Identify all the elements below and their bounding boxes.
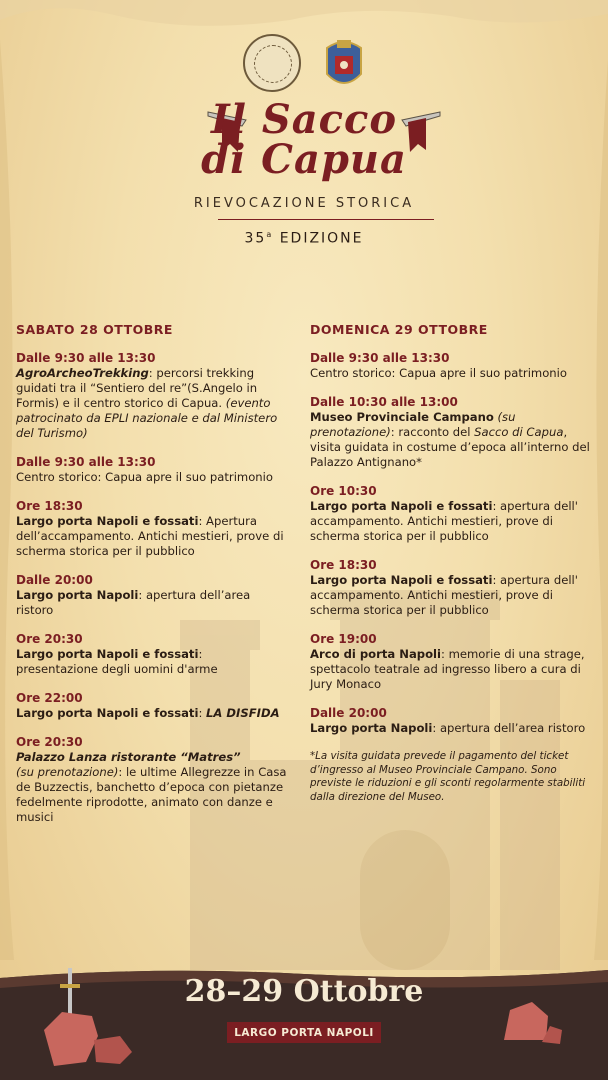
edition-suffix: a <box>266 230 274 239</box>
event-title <box>0 96 608 183</box>
event-time: Dalle 20:00 <box>16 573 93 587</box>
header <box>0 0 608 260</box>
event-note: (su prenotazione) <box>16 765 119 779</box>
saturday-column <box>16 322 288 839</box>
event-item <box>16 499 288 559</box>
subtitle: RIEVOCAZIONE STORICA <box>193 196 415 211</box>
event-text: : apertura dell’area ristoro <box>432 721 586 735</box>
event-time: Ore 18:30 <box>16 499 83 513</box>
event-text: : presentazione degli uomini d'arme <box>16 647 218 676</box>
event-place: Museo Provinciale Campano <box>310 410 494 424</box>
event-item <box>310 632 596 692</box>
event-time: Dalle 9:30 alle 13:30 <box>16 455 156 469</box>
edition <box>0 230 608 247</box>
title-line-2: di Capua <box>201 136 407 183</box>
event-time: Dalle 10:30 alle 13:00 <box>310 395 458 409</box>
event-item <box>16 691 288 721</box>
event-place: Largo porta Napoli <box>310 721 433 735</box>
event-item <box>310 351 596 381</box>
event-place: Largo porta Napoli e fossati <box>16 647 199 661</box>
venue-badge: LARGO PORTA NAPOLI <box>227 1022 381 1043</box>
city-crest-logo <box>323 34 365 94</box>
event-text: , visita guidata in costume d’epoca all’interno del Palazzo Antignano* <box>310 425 590 469</box>
event-item <box>16 351 288 441</box>
event-time: Dalle 9:30 alle 13:30 <box>16 351 156 365</box>
event-note: (evento patrocinato da EPLI nazionale e dal Ministero del Turismo) <box>16 396 278 440</box>
event-time: Dalle 20:00 <box>310 706 387 720</box>
title-line-1: Il Sacco <box>210 96 398 143</box>
association-seal-logo <box>243 34 301 92</box>
event-place: Arco di porta Napoli <box>310 647 441 661</box>
event-note: (su prenotazione) <box>310 410 516 439</box>
event-time: Ore 20:30 <box>16 632 83 646</box>
event-place: Largo porta Napoli <box>16 588 139 602</box>
event-text: Centro storico: Capua apre il suo patrimonio <box>16 470 273 484</box>
event-time: Ore 20:30 <box>16 735 83 749</box>
event-time: Ore 18:30 <box>310 558 377 572</box>
event-highlight: LA DISFIDA <box>206 706 280 720</box>
event-item <box>16 735 288 825</box>
event-item <box>16 573 288 618</box>
event-item <box>310 395 596 470</box>
event-time: Ore 19:00 <box>310 632 377 646</box>
event-text: : apertura dell' accampamento. Antichi mestieri, prove di scherma storica per il pubblico <box>310 573 578 617</box>
sunday-column <box>310 322 596 804</box>
event-place: Largo porta Napoli e fossati <box>16 514 199 528</box>
logos <box>0 34 608 94</box>
event-place: AgroArcheoTrekking <box>16 366 149 380</box>
event-text: : apertura dell’area ristoro <box>16 588 251 617</box>
sunday-heading: DOMENICA 29 OTTOBRE <box>310 322 488 337</box>
event-item <box>16 455 288 485</box>
edition-number: 35 <box>244 230 267 247</box>
event-time: Dalle 9:30 alle 13:30 <box>310 351 450 365</box>
event-text: : le ultime Allegrezze in Casa de Buzzectis, banchetto d’epoca con pietanze fedelmente riprodotte, animato con danze e musici <box>16 765 287 824</box>
event-text: : <box>198 706 207 720</box>
event-italic-title: Sacco di Capua <box>474 425 564 439</box>
divider <box>218 219 434 220</box>
event-time: Ore 22:00 <box>16 691 83 705</box>
event-text: : memorie di una strage, spettacolo teatrale ad ingresso libero a cura di Jury Monaco <box>310 647 585 691</box>
event-place: Largo porta Napoli e fossati <box>310 573 493 587</box>
event-item <box>310 558 596 618</box>
edition-word: EDIZIONE <box>279 230 364 247</box>
saturday-heading: SABATO 28 OTTOBRE <box>16 322 173 337</box>
event-text: : Apertura dell’accampamento. Antichi mestieri, prove di scherma storica per il pubblico <box>16 514 284 558</box>
event-text: : percorsi trekking guidati tra il “Sentiero del re”(S.Angelo in Formis) e il centro storico di Capua. <box>16 366 258 410</box>
museum-ticket-note: *La visita guidata prevede il pagamento del ticket d’ingresso al Museo Provinciale Campano. Sono previste le riduzioni e gli sconti regolarmente stabiliti dalla direzione del Museo. <box>310 750 586 803</box>
event-text: Centro storico: Capua apre il suo patrimonio <box>310 366 567 380</box>
event-text: : apertura dell' accampamento. Antichi mestieri, prove di scherma storica per il pubblico <box>310 499 578 543</box>
event-time: Ore 10:30 <box>310 484 377 498</box>
event-item <box>16 632 288 677</box>
event-place: Palazzo Lanza ristorante “Matres” <box>16 750 241 764</box>
event-place: Largo porta Napoli e fossati <box>16 706 199 720</box>
event-dates: 28–29 Ottobre <box>184 974 424 1009</box>
event-item <box>310 706 596 736</box>
event-text-a: : racconto del <box>390 425 475 439</box>
event-place: Largo porta Napoli e fossati <box>310 499 493 513</box>
event-item <box>310 484 596 544</box>
